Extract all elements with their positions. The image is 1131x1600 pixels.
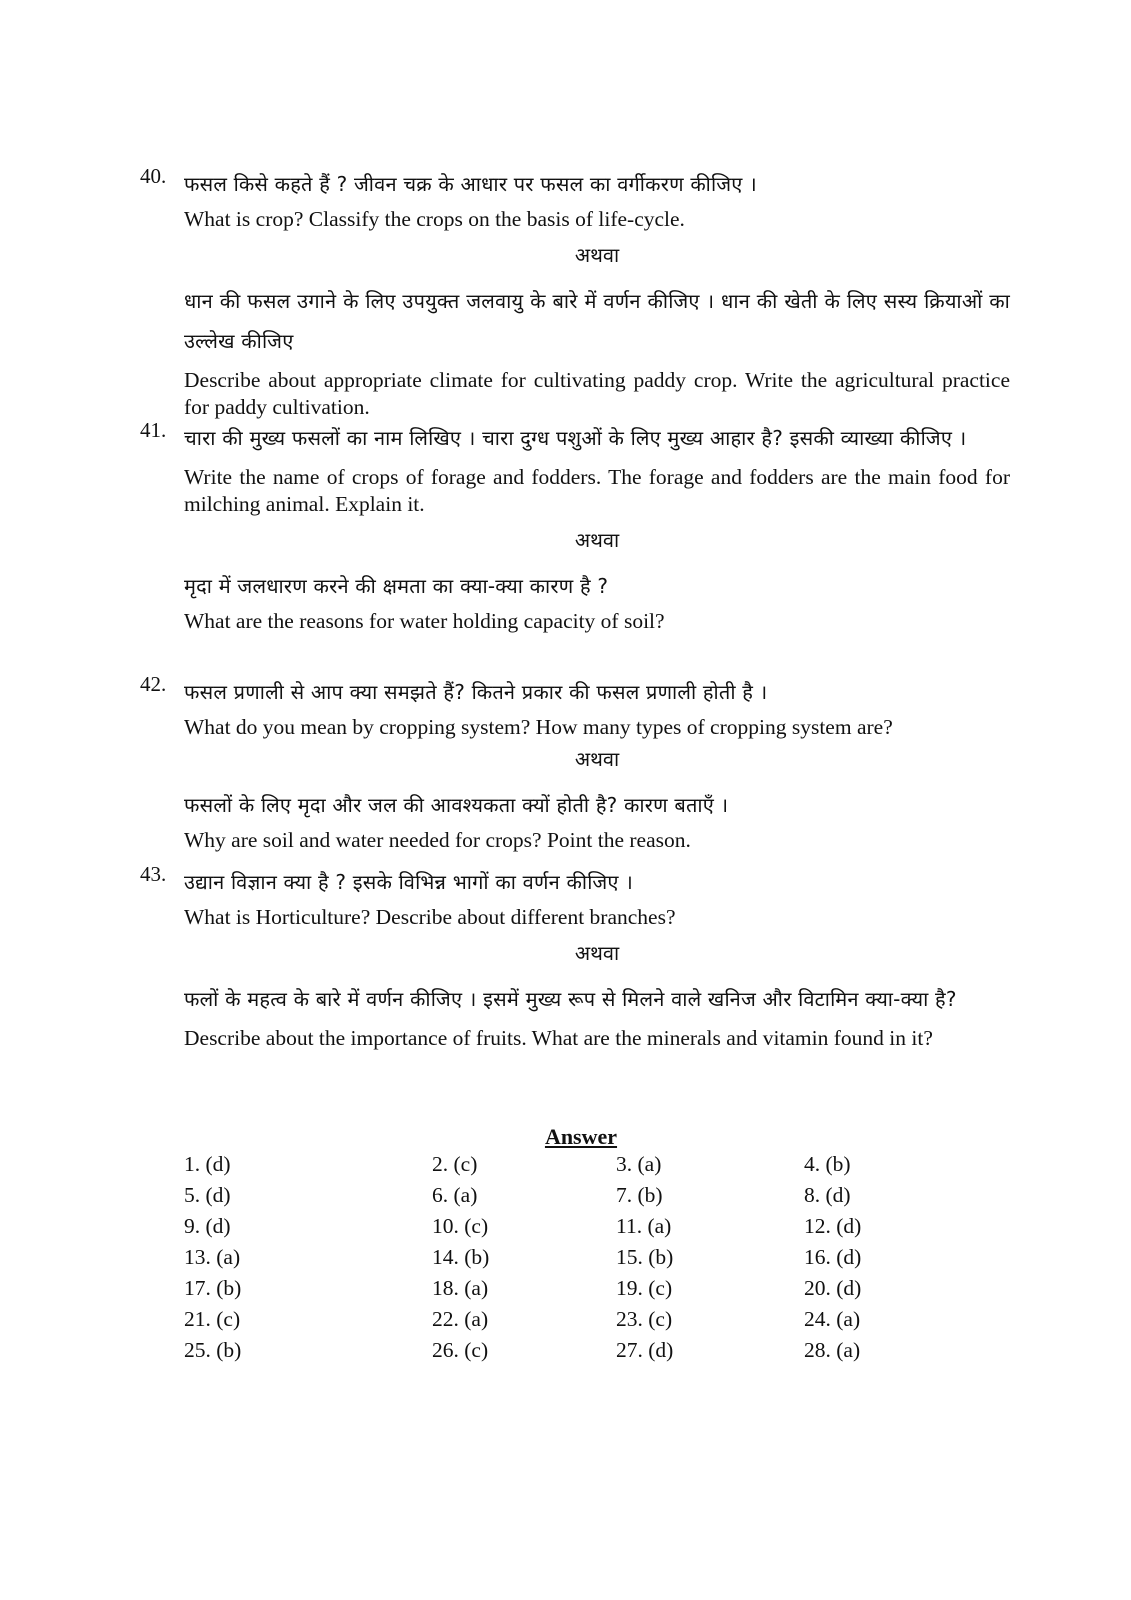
question-number: 41. — [140, 418, 167, 442]
answer-item: 22. (a) — [432, 1307, 489, 1331]
answer-item: 23. (c) — [616, 1307, 673, 1331]
question-hindi-text: फसल किसे कहते हैं ? जीवन चक्र के आधार पर फसल का वर्गीकरण कीजिए । — [184, 172, 757, 196]
answer-key-title: Answer — [544, 1124, 618, 1149]
answer-row — [184, 1307, 984, 1338]
alternate-english-text: Why are soil and water needed for crops? Point the reason. — [184, 828, 691, 852]
alternate-english-text: Describe about appropriate climate for cultivating paddy crop. Write the agricultural practice for paddy cultivation. — [184, 368, 1010, 419]
question-43-hindi-line — [140, 862, 1010, 1052]
or-separator: अथवा — [574, 243, 620, 267]
answer-item: 2. (c) — [432, 1152, 478, 1176]
answer-row — [184, 1183, 984, 1214]
answer-item: 11. (a) — [616, 1214, 672, 1238]
answer-item: 9. (d) — [184, 1214, 231, 1238]
question-42-hindi-line — [140, 672, 1010, 854]
question-43 — [140, 862, 1010, 1052]
answer-item: 17. (b) — [184, 1276, 242, 1300]
answer-key-grid — [184, 1152, 984, 1369]
answer-item: 21. (c) — [184, 1307, 241, 1331]
question-41 — [140, 418, 1010, 635]
question-40-hindi-line — [140, 164, 1010, 421]
or-separator: अथवा — [574, 528, 620, 552]
alternate-english-text: Describe about the importance of fruits. What are the minerals and vitamin found in it? — [184, 1026, 933, 1050]
answer-item: 8. (d) — [804, 1183, 851, 1207]
alternate-hindi-text: फलों के महत्व के बारे में वर्णन कीजिए । इसमें मुख्य रूप से मिलने वाले खनिज और विटामिन क्या-क्या है? — [184, 987, 957, 1011]
or-separator: अथवा — [574, 941, 620, 965]
answer-item: 25. (b) — [184, 1338, 242, 1362]
answer-item: 12. (d) — [804, 1214, 862, 1238]
question-english-text: What is crop? Classify the crops on the basis of life-cycle. — [184, 207, 685, 231]
answer-item: 28. (a) — [804, 1338, 861, 1362]
answer-item: 3. (a) — [616, 1152, 662, 1176]
answer-item: 7. (b) — [616, 1183, 663, 1207]
or-separator: अथवा — [574, 747, 620, 771]
answer-item: 26. (c) — [432, 1338, 489, 1362]
answer-row — [184, 1276, 984, 1307]
question-hindi-text: उद्यान विज्ञान क्या है ? इसके विभिन्न भागों का वर्णन कीजिए । — [184, 870, 634, 894]
answer-row — [184, 1214, 984, 1245]
answer-row — [184, 1245, 984, 1276]
alternate-hindi-text: धान की फसल उगाने के लिए उपयुक्त जलवायु के बारे में वर्णन कीजिए । धान की खेती के लिए सस्य क्रियाओं का उल्लेख कीजिए — [184, 289, 1010, 353]
answer-item: 4. (b) — [804, 1152, 851, 1176]
answer-item: 20. (d) — [804, 1276, 862, 1300]
question-english-text: What is Horticulture? Describe about different branches? — [184, 905, 676, 929]
answer-item: 27. (d) — [616, 1338, 674, 1362]
question-hindi-text: फसल प्रणाली से आप क्या समझते हैं? कितने प्रकार की फसल प्रणाली होती है । — [184, 680, 768, 704]
answer-item: 14. (b) — [432, 1245, 490, 1269]
question-number: 43. — [140, 862, 167, 886]
question-number: 40. — [140, 164, 167, 188]
alternate-hindi-text: मृदा में जलधारण करने की क्षमता का क्या-क्या कारण है ? — [184, 574, 609, 598]
question-english-text: What do you mean by cropping system? How many types of cropping system are? — [184, 715, 893, 739]
question-40 — [140, 164, 1010, 421]
alternate-english-text: What are the reasons for water holding capacity of soil? — [184, 609, 665, 633]
question-hindi-text: चारा की मुख्य फसलों का नाम लिखिए । चारा दुग्ध पशुओं के लिए मुख्य आहार है? इसकी व्याख्या कीजिए । — [184, 426, 967, 450]
answer-item: 18. (a) — [432, 1276, 489, 1300]
question-41-hindi-line — [140, 418, 1010, 635]
answer-row — [184, 1152, 984, 1183]
answer-item: 15. (b) — [616, 1245, 674, 1269]
question-number: 42. — [140, 672, 167, 696]
answer-item: 5. (d) — [184, 1183, 231, 1207]
alternate-hindi-text: फसलों के लिए मृदा और जल की आवश्यकता क्यों होती है? कारण बताएँ । — [184, 793, 729, 817]
answer-item: 1. (d) — [184, 1152, 231, 1176]
answer-item: 19. (c) — [616, 1276, 673, 1300]
answer-item: 10. (c) — [432, 1214, 489, 1238]
answer-row — [184, 1338, 984, 1369]
answer-item: 16. (d) — [804, 1245, 862, 1269]
answer-item: 24. (a) — [804, 1307, 861, 1331]
answer-item: 13. (a) — [184, 1245, 241, 1269]
question-english-text: Write the name of crops of forage and fodders. The forage and fodders are the main food for milching animal. Explain it. — [184, 465, 1010, 516]
question-42 — [140, 672, 1010, 854]
answer-item: 6. (a) — [432, 1183, 478, 1207]
